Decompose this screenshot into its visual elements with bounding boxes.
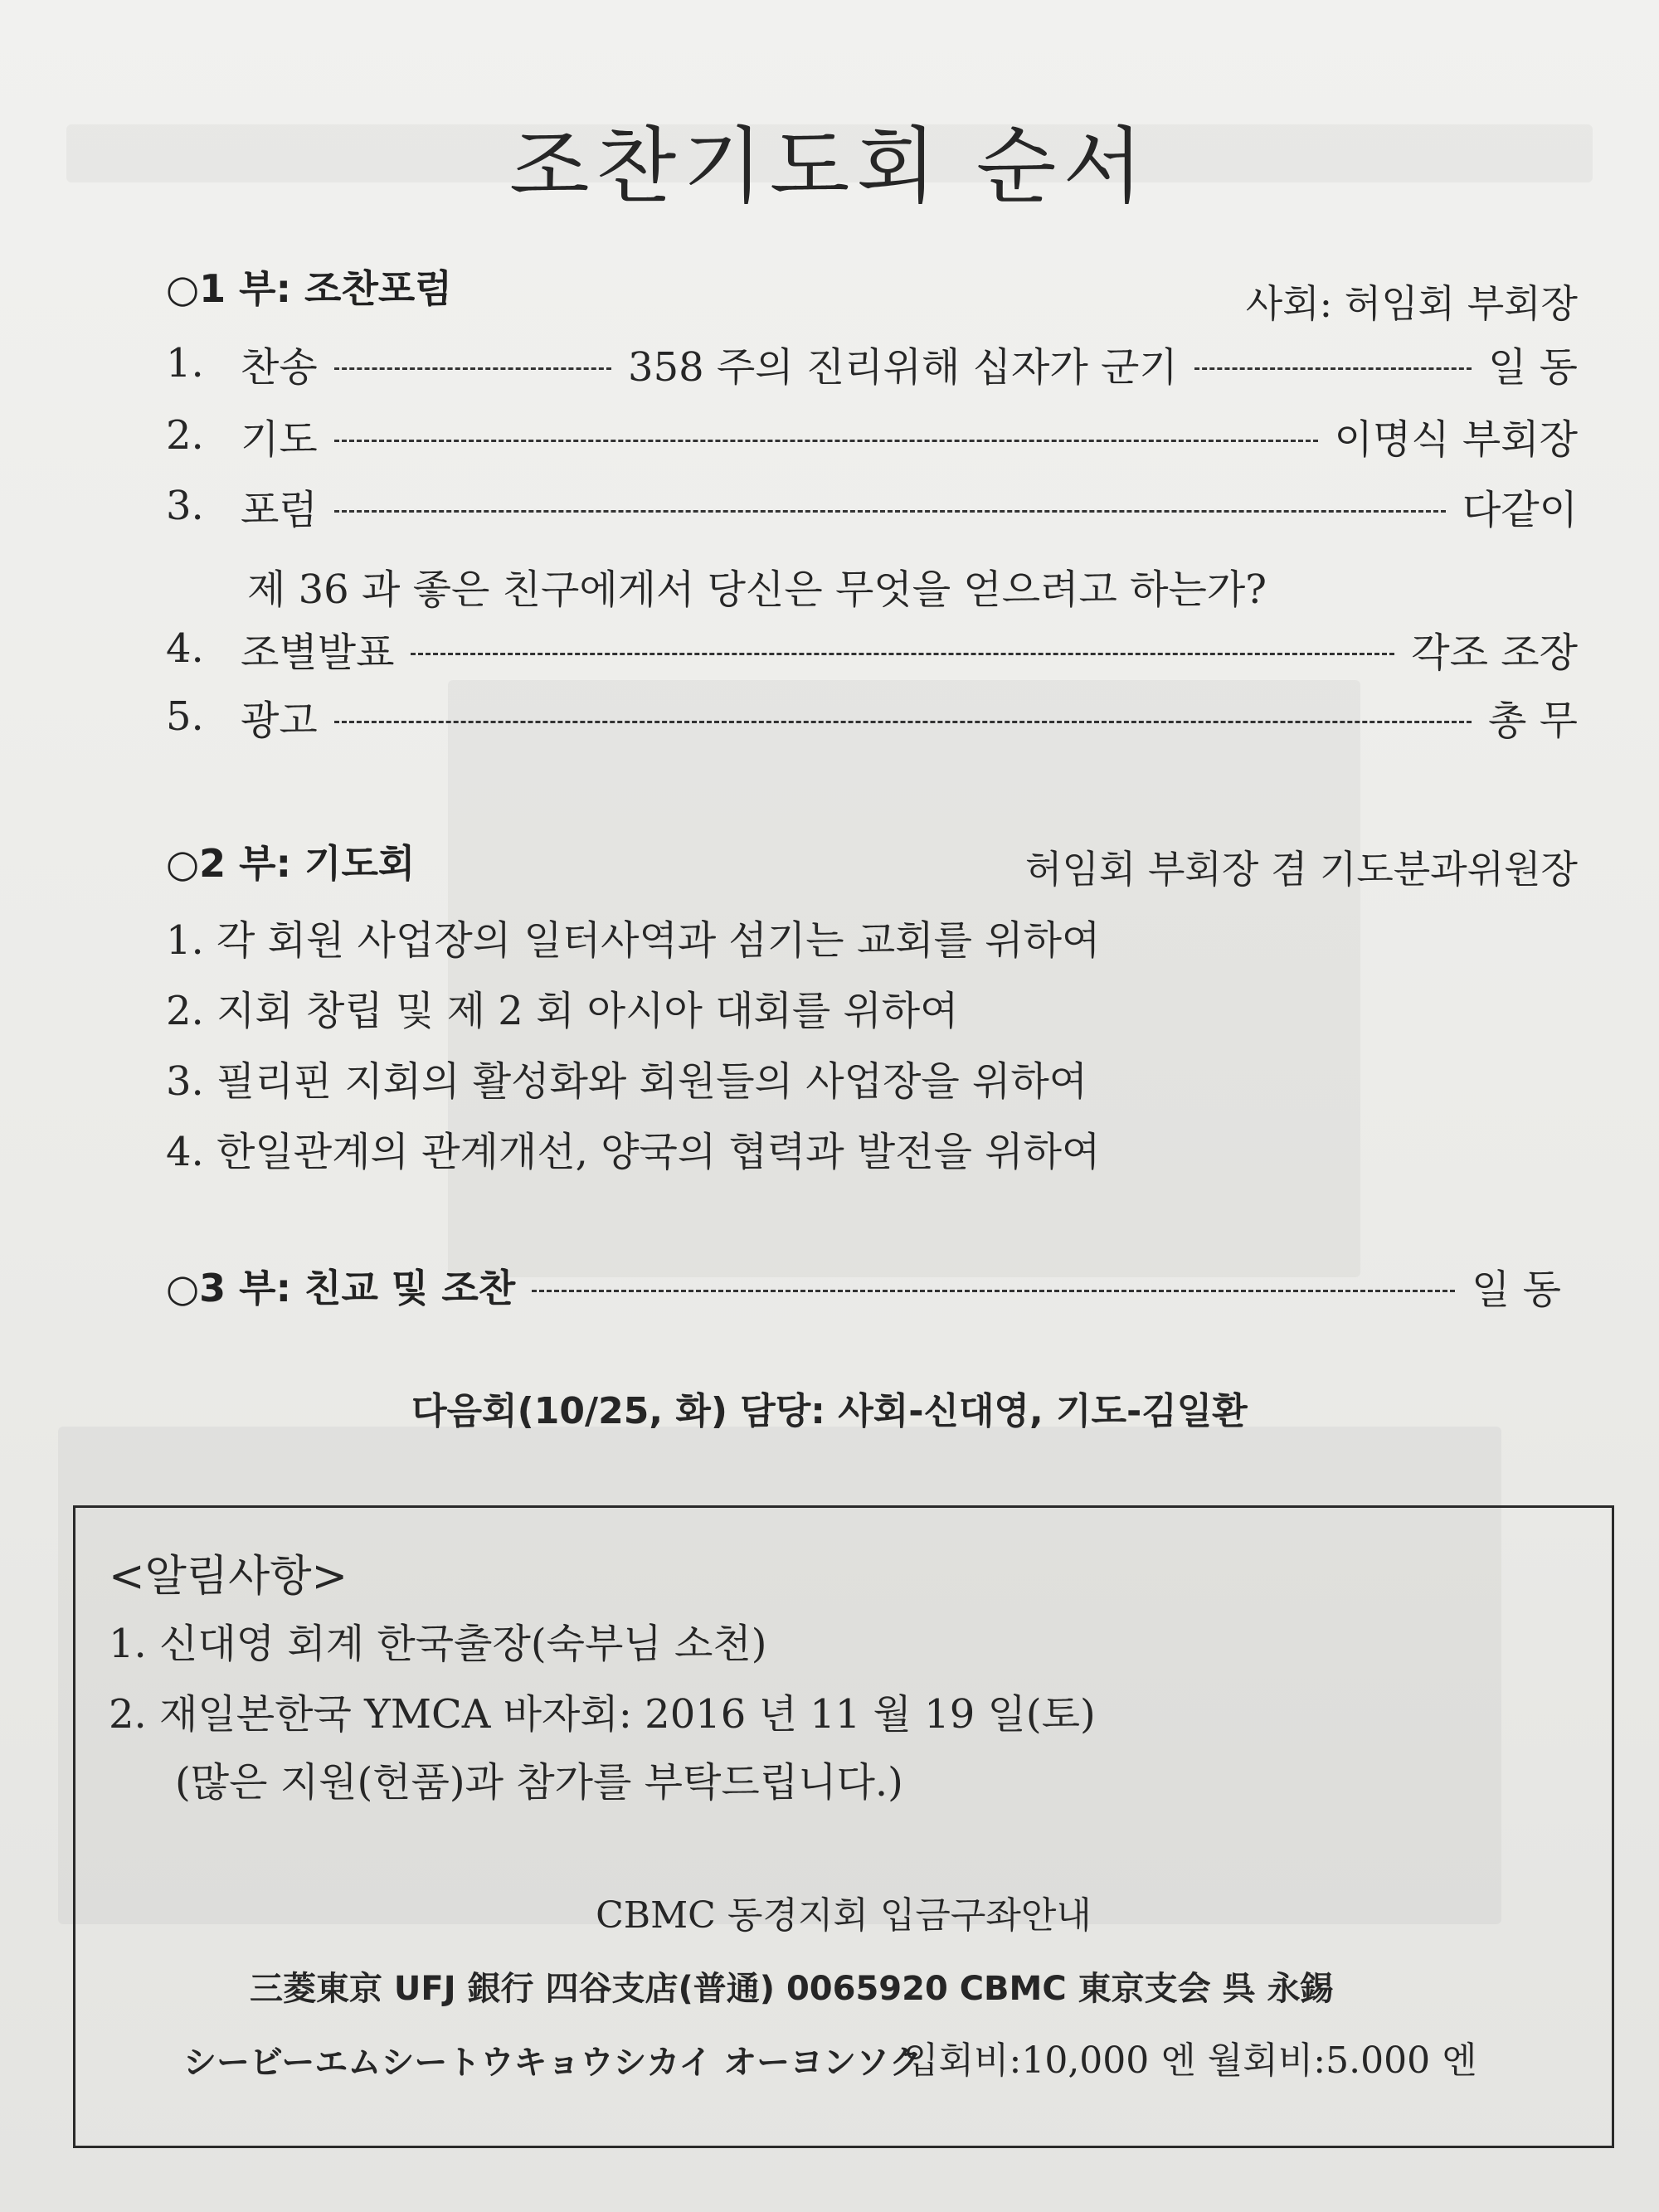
part1-heading: ○1 부: 조찬포럼 (166, 266, 452, 311)
program-item (166, 411, 1578, 463)
item-name: 포럼 (241, 486, 318, 533)
item-name: 조별발표 (241, 629, 395, 676)
item-number: 4. (166, 625, 204, 672)
item-number: 2. (166, 412, 204, 459)
part3-heading: ○3 부: 친교 및 조찬 (166, 1266, 516, 1310)
dash-leader (334, 510, 1446, 513)
account-heading: CBMC 동경지회 입금구좌안내 (596, 1894, 1092, 1937)
dash-leader (1194, 367, 1472, 370)
hymn-title: 358 주의 진리위해 십자가 군기 (628, 343, 1178, 391)
prayer-item: 4. 한일관계의 관계개선, 양국의 협력과 발전을 위하여 (166, 1129, 1101, 1175)
item-number: 5. (166, 693, 204, 740)
item-number: 1. (166, 340, 204, 386)
dash-leader (334, 721, 1472, 723)
program-item (166, 481, 1578, 531)
notice-item: 2. 재일본한국 YMCA 바자회: 2016 년 11 월 19 일(토) (109, 1691, 1096, 1738)
program-item (166, 338, 1579, 391)
membership-fees: 입회비:10,000 엔 월회비:5.000 엔 (903, 2039, 1477, 2082)
notice-item: 1. 신대영 회계 한국출장(숙부님 소천) (109, 1621, 767, 1667)
account-holder-kana: シービーエムシートウキョウシカイ オーヨンソク (183, 2044, 922, 2082)
prayer-item: 2. 지회 창립 및 제 2 회 아시아 대회를 위하여 (166, 988, 959, 1034)
item-leader: 일 동 (1488, 343, 1579, 391)
page-title: 조찬기도회 순서 (509, 118, 1150, 215)
item-name: 광고 (241, 697, 318, 744)
dash-leader (334, 367, 611, 370)
dash-leader (334, 440, 1318, 442)
item-leader: 다같이 (1462, 486, 1578, 533)
program-item (166, 624, 1578, 676)
dash-leader (532, 1290, 1455, 1292)
bank-account: 三菱東京 UFJ 銀行 四谷支店(普通) 0065920 CBMC 東京支会 呉 永錫 (250, 1970, 1334, 2008)
next-meeting: 다음회(10/25, 화) 담당: 사회-신대영, 기도-김일환 (411, 1390, 1248, 1432)
item-leader: 이명식 부회장 (1334, 416, 1578, 463)
item-leader: 총 무 (1488, 697, 1578, 744)
part2-heading: ○2 부: 기도회 (166, 841, 416, 886)
item-leader: 각조 조장 (1411, 629, 1578, 676)
part2-leader: 허임회 부회장 겸 기도분과위원장 (1025, 847, 1578, 892)
prayer-item: 1. 각 회원 사업장의 일터사역과 섬기는 교회를 위하여 (166, 917, 1101, 964)
notice-item: (많은 지원(헌품)과 참가를 부탁드립니다.) (175, 1759, 903, 1806)
program-item (166, 692, 1578, 744)
dash-leader (411, 653, 1394, 655)
part3-leader: 일 동 (1472, 1266, 1561, 1313)
forum-topic: 제 36 과 좋은 친구에게서 당신은 무엇을 얻으려고 하는가? (247, 566, 1267, 613)
notice-title: <알림사항> (109, 1552, 348, 1602)
item-name: 기도 (241, 416, 318, 463)
notice-box (73, 1505, 1614, 2148)
item-name: 찬송 (241, 343, 318, 391)
prayer-item: 3. 필리핀 지회의 활성화와 회원들의 사업장을 위하여 (166, 1058, 1088, 1105)
item-number: 3. (166, 483, 204, 529)
part1-host: 사회: 허임회 부회장 (1245, 281, 1578, 326)
part3-row (166, 1261, 1561, 1313)
